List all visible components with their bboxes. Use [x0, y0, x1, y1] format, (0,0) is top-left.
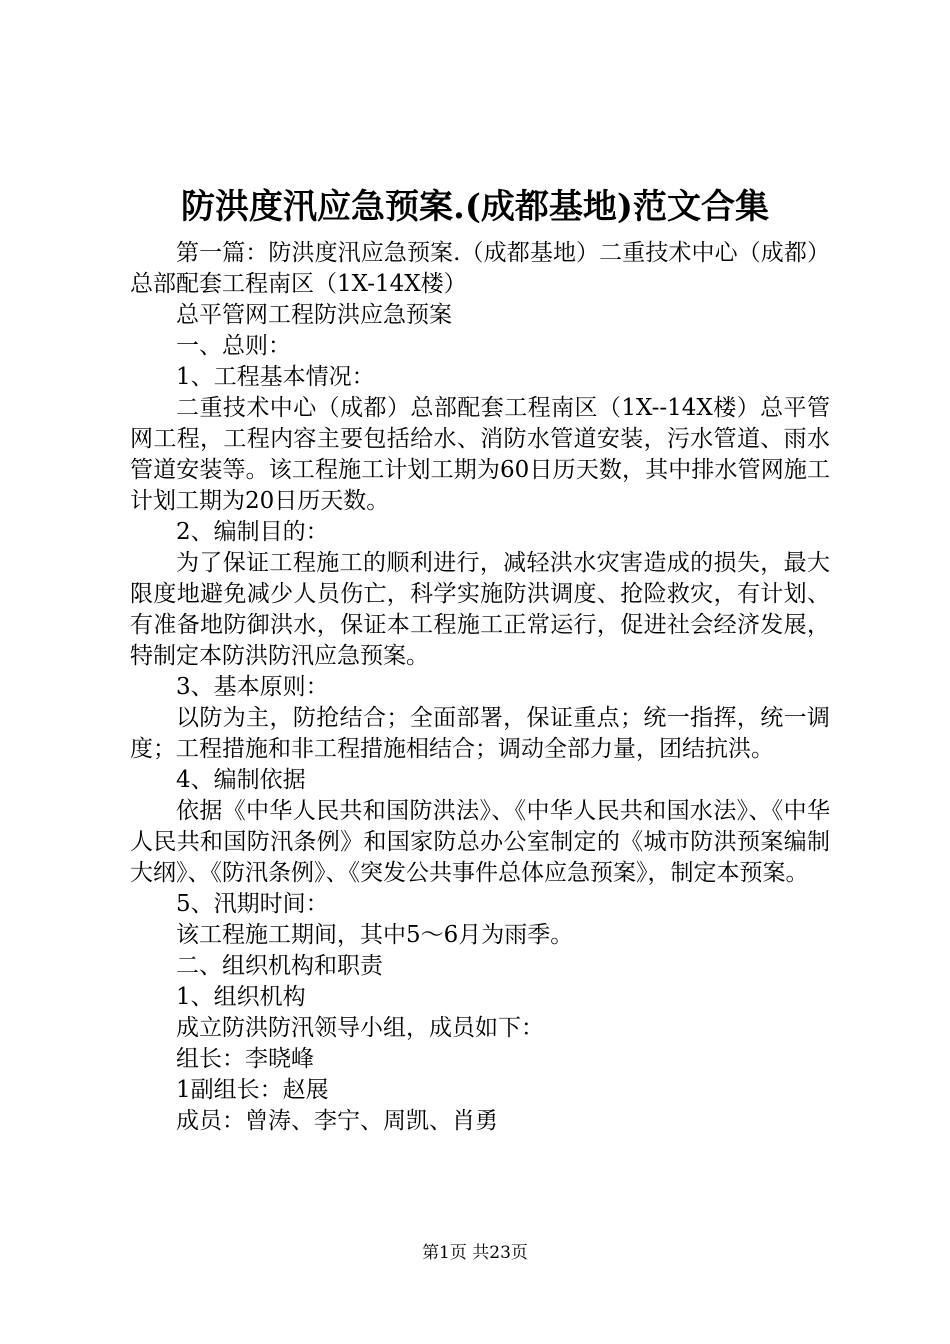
subsection-heading: 5、汛期时间： [176, 891, 329, 917]
section-heading: 二、组织机构和职责 [176, 953, 383, 979]
subsection-heading: 1、组织机构 [176, 984, 306, 1010]
subsection-heading: 3、基本原则： [176, 674, 329, 700]
subsection-heading: 4、编制依据 [176, 767, 306, 793]
paragraph: 第一篇：防洪度汛应急预案.（成都基地）二重技术中心（成都）总部配套工程南区（1X-14X楼） [130, 240, 830, 297]
paragraph: 该工程施工期间，其中5～6月为雨季。 [176, 922, 574, 948]
paragraph: 以防为主，防抢结合；全面部署，保证重点；统一指挥，统一调度；工程措施和非工程措施相结合；调动全部力量，团结抗洪。 [130, 705, 830, 762]
paragraph: 成立防洪防汛领导小组，成员如下： [176, 1015, 544, 1041]
subsection-heading: 2、编制目的： [176, 519, 329, 545]
subsection-heading: 1、工程基本情况： [176, 364, 375, 390]
paragraph: 1副组长：赵展 [176, 1077, 329, 1103]
paragraph: 成员：曾涛、李宁、周凯、肖勇 [176, 1108, 498, 1134]
document-title: 防洪度汛应急预案.(成都基地)范文合集 [180, 187, 769, 227]
page-footer: 第1页 共23页 [422, 1243, 528, 1263]
section-heading: 一、总则： [176, 333, 291, 359]
paragraph: 组长：李晓峰 [176, 1046, 314, 1072]
paragraph: 二重技术中心（成都）总部配套工程南区（1X--14X楼）总平管网工程，工程内容主要包括给水、消防水管道安装，污水管道、雨水管道安装等。该工程施工计划工期为60日历天数，其中排水管网施工计划工期为20日历天数。 [130, 395, 830, 514]
document-body [130, 238, 830, 1137]
paragraph: 为了保证工程施工的顺利进行，减轻洪水灾害造成的损失，最大限度地避免减少人员伤亡，科学实施防洪调度、抢险救灾，有计划、有准备地防御洪水，保证本工程施工正常运行，促进社会经济发展，特制定本防洪防汛应急预案。 [130, 550, 830, 669]
paragraph: 依据《中华人民共和国防洪法》、《中华人民共和国水法》、《中华人民共和国防汛条例》和国家防总办公室制定的《城市防洪预案编制大纲》、《防汛条例》、《突发公共事件总体应急预案》，制定本预案。 [130, 798, 830, 886]
paragraph: 总平管网工程防洪应急预案 [176, 302, 452, 328]
